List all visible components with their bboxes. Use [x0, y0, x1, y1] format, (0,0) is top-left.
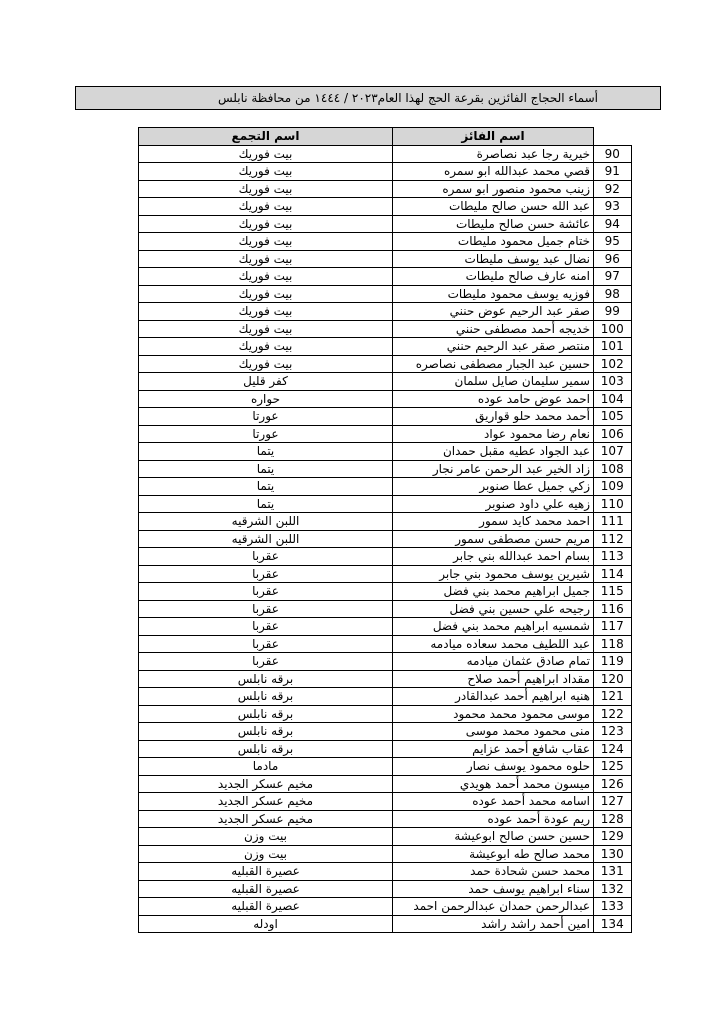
group-name: بيت فوريك: [139, 250, 393, 268]
row-number: 96: [594, 250, 632, 268]
winner-name: أحمد محمد حلو قواريق: [393, 408, 594, 426]
group-name: يتما: [139, 443, 393, 461]
row-number: 90: [594, 145, 632, 163]
winner-name: ريم عودة أحمد عوده: [393, 810, 594, 828]
table-header-row: [139, 128, 632, 146]
table-row: [139, 338, 632, 356]
table-row: [139, 408, 632, 426]
winner-name: موسى محمود محمد محمود: [393, 705, 594, 723]
row-number: 101: [594, 338, 632, 356]
group-name: بيت فوريك: [139, 285, 393, 303]
group-name: اودله: [139, 915, 393, 933]
table-row: [139, 320, 632, 338]
row-number: 109: [594, 478, 632, 496]
winner-name: قصي محمد عبدالله ابو سمره: [393, 163, 594, 181]
row-number: 98: [594, 285, 632, 303]
row-number: 95: [594, 233, 632, 251]
group-name: عورتا: [139, 425, 393, 443]
table-row: [139, 373, 632, 391]
row-number: 122: [594, 705, 632, 723]
group-name: كفر قليل: [139, 373, 393, 391]
group-name: عقربا: [139, 565, 393, 583]
group-name: اللبن الشرقيه: [139, 530, 393, 548]
group-name: يتما: [139, 495, 393, 513]
table-row: [139, 530, 632, 548]
winner-name: احمد عوض حامد عوده: [393, 390, 594, 408]
table-row: [139, 180, 632, 198]
group-name: بيت فوريك: [139, 215, 393, 233]
group-name: عورتا: [139, 408, 393, 426]
row-number: 103: [594, 373, 632, 391]
table-row: [139, 355, 632, 373]
group-name: بيت فوريك: [139, 180, 393, 198]
winner-name: مقداد ابراهيم أحمد صلاح: [393, 670, 594, 688]
winner-name: سناء ابراهيم يوسف حمد: [393, 880, 594, 898]
group-name: اللبن الشرقيه: [139, 513, 393, 531]
table-row: [139, 775, 632, 793]
winner-name: عائشة حسن صالح مليطات: [393, 215, 594, 233]
row-number: 120: [594, 670, 632, 688]
group-name: مادما: [139, 758, 393, 776]
group-name: بيت فوريك: [139, 320, 393, 338]
table-row: [139, 233, 632, 251]
row-number: 118: [594, 635, 632, 653]
group-name: بيت فوريك: [139, 198, 393, 216]
winner-name: عبدالرحمن حمدان عبدالرحمن احمد: [393, 898, 594, 916]
row-number: 132: [594, 880, 632, 898]
row-number: 94: [594, 215, 632, 233]
winner-name: بسام احمد عبدالله بني جابر: [393, 548, 594, 566]
row-number: 133: [594, 898, 632, 916]
winner-name: محمد حسن شحادة حمد: [393, 863, 594, 881]
row-number: 100: [594, 320, 632, 338]
table-row: [139, 810, 632, 828]
table-row: [139, 513, 632, 531]
table-row: [139, 548, 632, 566]
winner-name: هنيه ابراهيم أحمد عبدالقادر: [393, 688, 594, 706]
winner-name: فوزيه يوسف محمود مليطات: [393, 285, 594, 303]
group-name: مخيم عسكر الجديد: [139, 793, 393, 811]
winners-table: [138, 127, 632, 933]
row-number: 105: [594, 408, 632, 426]
table-row: [139, 495, 632, 513]
group-name: عقربا: [139, 600, 393, 618]
winner-name: تمام صادق عثمان ميادمه: [393, 653, 594, 671]
table-row: [139, 880, 632, 898]
table-row: [139, 285, 632, 303]
table-row: [139, 618, 632, 636]
row-number: 121: [594, 688, 632, 706]
group-name: مخيم عسكر الجديد: [139, 775, 393, 793]
winner-name: حسين عبد الجبار مصطفى نصاصره: [393, 355, 594, 373]
table-row: [139, 583, 632, 601]
winner-name: شيرين يوسف محمود بني جابر: [393, 565, 594, 583]
table-row: [139, 478, 632, 496]
winner-name: امنه عارف صالح مليطات: [393, 268, 594, 286]
winner-name: خيرية رجا عبد نصاصرة: [393, 145, 594, 163]
winner-name: احمد محمد كايد سمور: [393, 513, 594, 531]
winner-name: امين أحمد راشد راشد: [393, 915, 594, 933]
group-name: بيت فوريك: [139, 338, 393, 356]
document-title: أسماء الحجاج الفائزين بقرعة الحج لهذا العام٢٠٢٣ / ١٤٤٤ من محافظة نابلس: [75, 86, 661, 110]
row-number: 124: [594, 740, 632, 758]
table-row: [139, 565, 632, 583]
table-body: [139, 145, 632, 933]
winner-name: نضال عبد يوسف مليطات: [393, 250, 594, 268]
winner-name: ختام جميل محمود مليطات: [393, 233, 594, 251]
row-number: 128: [594, 810, 632, 828]
row-number: 114: [594, 565, 632, 583]
table-row: [139, 145, 632, 163]
group-name: عقربا: [139, 583, 393, 601]
group-name: عقربا: [139, 548, 393, 566]
winner-name: شمسيه ابراهيم محمد بني فضل: [393, 618, 594, 636]
group-name: عصيرة القبليه: [139, 863, 393, 881]
row-number: 112: [594, 530, 632, 548]
winner-name: عبد اللطيف محمد سعاده ميادمه: [393, 635, 594, 653]
winner-name: حلوه محمود يوسف نصار: [393, 758, 594, 776]
table-row: [139, 740, 632, 758]
row-number: 119: [594, 653, 632, 671]
group-name: يتما: [139, 478, 393, 496]
winner-name: نعام رضا محمود عواد: [393, 425, 594, 443]
group-name: يتما: [139, 460, 393, 478]
group-name: برقه نابلس: [139, 705, 393, 723]
row-number: 126: [594, 775, 632, 793]
row-number: 102: [594, 355, 632, 373]
group-name: بيت فوريك: [139, 268, 393, 286]
table-row: [139, 845, 632, 863]
winner-name: منتصر صقر عبد الرحيم حنني: [393, 338, 594, 356]
group-name: برقه نابلس: [139, 688, 393, 706]
header-winner-name: اسم الفائز: [393, 128, 594, 146]
group-name: بيت فوريك: [139, 303, 393, 321]
row-number: 110: [594, 495, 632, 513]
row-number: 111: [594, 513, 632, 531]
group-name: بيت فوريك: [139, 355, 393, 373]
group-name: عصيرة القبليه: [139, 898, 393, 916]
table-row: [139, 863, 632, 881]
header-number: [594, 128, 632, 146]
table-row: [139, 758, 632, 776]
group-name: برقه نابلس: [139, 723, 393, 741]
table-row: [139, 653, 632, 671]
winner-name: رجيحه علي حسين بني فضل: [393, 600, 594, 618]
group-name: بيت وزن: [139, 828, 393, 846]
table-row: [139, 688, 632, 706]
row-number: 113: [594, 548, 632, 566]
table-row: [139, 915, 632, 933]
header-group-name: اسم التجمع: [139, 128, 393, 146]
table-row: [139, 723, 632, 741]
table-row: [139, 250, 632, 268]
winner-name: حسين حسن صالح ابوعيشة: [393, 828, 594, 846]
group-name: برقه نابلس: [139, 670, 393, 688]
row-number: 115: [594, 583, 632, 601]
winner-name: اسامه محمد أحمد عوده: [393, 793, 594, 811]
row-number: 134: [594, 915, 632, 933]
winner-name: عبد الجواد عطيه مقبل حمدان: [393, 443, 594, 461]
group-name: بيت فوريك: [139, 233, 393, 251]
table-row: [139, 390, 632, 408]
row-number: 117: [594, 618, 632, 636]
row-number: 129: [594, 828, 632, 846]
row-number: 99: [594, 303, 632, 321]
row-number: 92: [594, 180, 632, 198]
table-row: [139, 828, 632, 846]
table-row: [139, 600, 632, 618]
winner-name: منى محمود محمد موسى: [393, 723, 594, 741]
table-row: [139, 460, 632, 478]
group-name: مخيم عسكر الجديد: [139, 810, 393, 828]
table-row: [139, 425, 632, 443]
winner-name: عبد الله حسن صالح مليطات: [393, 198, 594, 216]
table-row: [139, 215, 632, 233]
row-number: 93: [594, 198, 632, 216]
winner-name: محمد صالح طه ابوعيشة: [393, 845, 594, 863]
row-number: 106: [594, 425, 632, 443]
winner-name: زينب محمود منصور ابو سمره: [393, 180, 594, 198]
group-name: بيت فوريك: [139, 145, 393, 163]
row-number: 131: [594, 863, 632, 881]
winner-name: خديجه أحمد مصطفى حنني: [393, 320, 594, 338]
winner-name: مريم حسن مصطفى سمور: [393, 530, 594, 548]
table-row: [139, 443, 632, 461]
table-row: [139, 898, 632, 916]
row-number: 127: [594, 793, 632, 811]
row-number: 123: [594, 723, 632, 741]
row-number: 91: [594, 163, 632, 181]
table-row: [139, 635, 632, 653]
table-row: [139, 670, 632, 688]
winner-name: عقاب شافع أحمد عزايم: [393, 740, 594, 758]
row-number: 108: [594, 460, 632, 478]
group-name: برقه نابلس: [139, 740, 393, 758]
table-row: [139, 163, 632, 181]
group-name: عقربا: [139, 635, 393, 653]
winner-name: ميسون محمد أحمد هويدي: [393, 775, 594, 793]
table-row: [139, 303, 632, 321]
table-row: [139, 268, 632, 286]
row-number: 130: [594, 845, 632, 863]
group-name: حواره: [139, 390, 393, 408]
winner-name: زكي جميل عطا صنوبر: [393, 478, 594, 496]
winner-name: صقر عبد الرحيم عوض حنني: [393, 303, 594, 321]
row-number: 125: [594, 758, 632, 776]
group-name: عقربا: [139, 653, 393, 671]
group-name: عقربا: [139, 618, 393, 636]
winner-name: جميل ابراهيم محمد بني فضل: [393, 583, 594, 601]
table-row: [139, 793, 632, 811]
group-name: عصيرة القبليه: [139, 880, 393, 898]
row-number: 104: [594, 390, 632, 408]
winner-name: زهيه علي داود صنوبر: [393, 495, 594, 513]
group-name: بيت وزن: [139, 845, 393, 863]
group-name: بيت فوريك: [139, 163, 393, 181]
winner-name: سمير سليمان صايل سلمان: [393, 373, 594, 391]
table-row: [139, 705, 632, 723]
winner-name: زاد الخير عبد الرحمن عامر نجار: [393, 460, 594, 478]
table-row: [139, 198, 632, 216]
row-number: 107: [594, 443, 632, 461]
row-number: 116: [594, 600, 632, 618]
row-number: 97: [594, 268, 632, 286]
